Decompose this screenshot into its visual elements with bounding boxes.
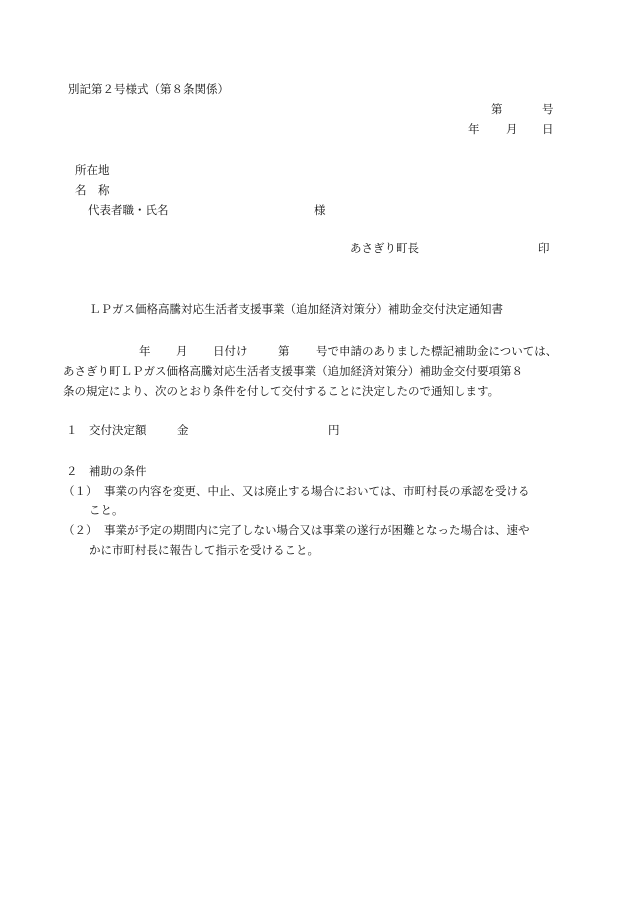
section1-label: 交付決定額 [89,423,147,437]
date-day: 日 [542,122,554,136]
body-month: 月 [176,344,188,358]
condition-1-line2: こと。 [89,503,124,517]
body-number-prefix: 第 [278,344,290,358]
document-title: ＬＰガス価格高騰対応生活者支援事業（追加経済対策分）補助金交付決定通知書 [89,302,503,316]
condition-1-number: （１） [63,484,98,498]
seal-mark: 印 [538,241,550,255]
section1-number: １ [66,423,78,437]
condition-2-number: （２） [63,523,98,537]
name-label: 名 称 [75,183,110,197]
representative-label: 代表者職・氏名 [88,203,169,217]
date-month: 月 [506,122,518,136]
body-line1-rest: 号で申請のありました標記補助金については、 [316,344,558,358]
amount-yen: 円 [328,423,340,437]
date-year: 年 [468,122,480,136]
condition-2-line1: 事業が予定の期間内に完了しない場合又は事業の遂行が困難となった場合は、速や [104,523,530,537]
section2-label: 補助の条件 [89,464,147,478]
doc-number-suffix: 号 [542,102,554,116]
condition-1-line1: 事業の内容を変更、中止、又は廃止する場合においては、市町村長の承認を受ける [104,484,530,498]
section2-number: ２ [66,464,78,478]
location-label: 所在地 [75,163,110,177]
body-line2: あさぎり町ＬＰガス価格高騰対応生活者支援事業（追加経済対策分）補助金交付要項第８ [63,364,523,378]
body-dated: 日付け [213,344,248,358]
form-label: 別記第２号様式（第８条関係） [68,82,229,96]
honorific: 様 [314,203,326,217]
amount-kin: 金 [177,423,189,437]
doc-number-prefix: 第 [491,102,503,116]
issuer-title: あさぎり町長 [350,241,419,255]
body-line3: 条の規定により、次のとおり条件を付して交付することに決定したので通知します。 [63,384,500,398]
condition-2-line2: かに市町村長に報告して指示を受けること。 [89,543,319,557]
body-year: 年 [139,344,151,358]
